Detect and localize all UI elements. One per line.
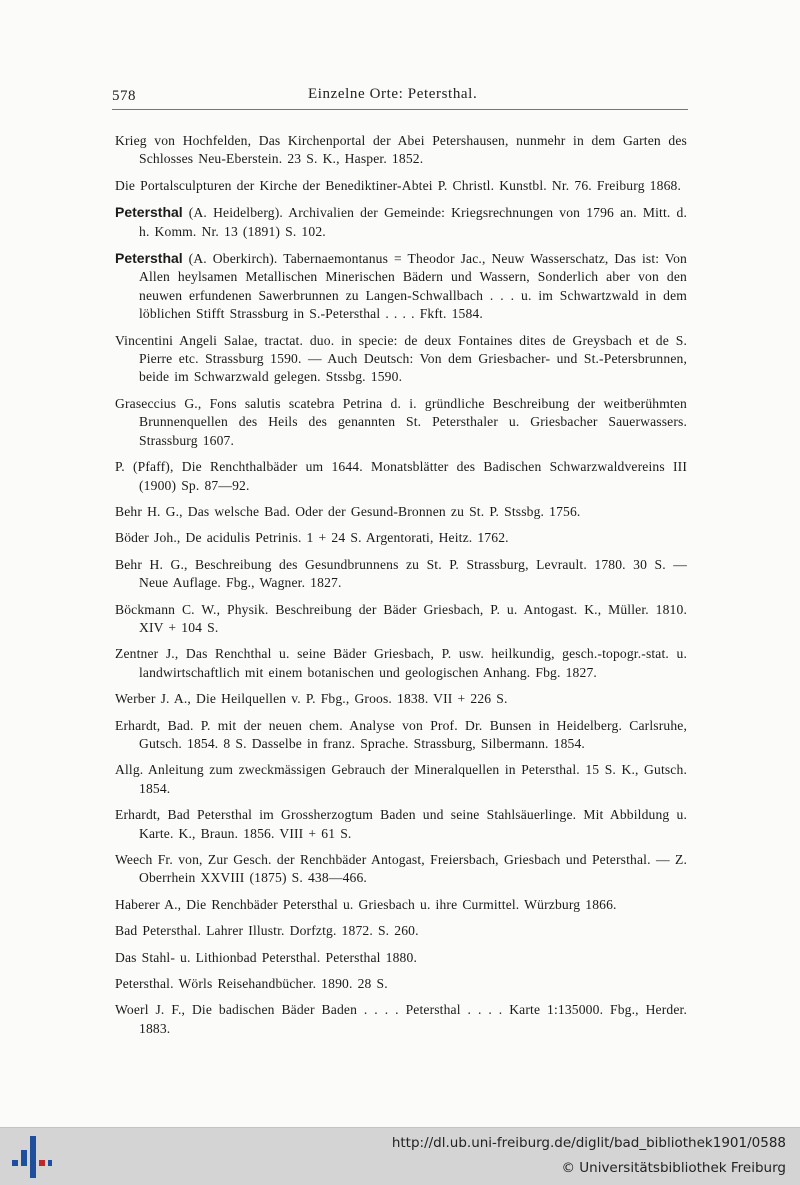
bibliography-entry (115, 806, 687, 843)
entry-text: Erhardt, Bad Petersthal im Grossherzogtum Baden und seine Stahlsäuerlinge. Mit Abbildung u. Karte. K., Braun. 1856. VIII + 61 S. (115, 807, 687, 841)
bibliography-list (115, 132, 687, 1046)
entry-text: Die Portalsculpturen der Kirche der Benediktiner-Abtei P. Christl. Kunstbl. Nr. 76. Freiburg 1868. (115, 177, 682, 193)
entry-text: Bad Petersthal. Lahrer Illustr. Dorfztg. 1872. S. 260. (115, 923, 419, 939)
copyright-notice: © Universitätsbibliothek Freiburg (561, 1160, 786, 1176)
entry-text: (A. Heidelberg). Archivalien der Gemeinde: Kriegsrechnungen von 1796 an. Mitt. d. h. Komm. Nr. 13 (1891) S. 102. (139, 205, 687, 239)
bibliography-entry (115, 249, 687, 324)
bibliography-entry (115, 458, 687, 495)
entry-text: Graseccius G., Fons salutis scatebra Petrina d. i. gründliche Beschreibung der weitberühmten Brunnenquellen des Heils des genannten St. Petersthaler u. Griesbacher Sauerwassers. Strassburg 1607. (115, 395, 687, 448)
entry-place-heading: Petersthal (115, 250, 183, 267)
header-rule (112, 109, 688, 110)
bibliography-entry (115, 177, 687, 195)
entry-text: Weech Fr. von, Zur Gesch. der Renchbäder Antogast, Freiersbach, Griesbach und Petersthal. — Z. Oberrhein XXVIII (1875) S. 438—466. (115, 852, 687, 886)
bibliography-entry (115, 975, 687, 993)
bibliography-entry (115, 601, 687, 638)
bibliography-entry (115, 922, 687, 940)
entry-text: Böder Joh., De acidulis Petrinis. 1 + 24 S. Argentorati, Heitz. 1762. (115, 530, 509, 546)
bibliography-entry (115, 645, 687, 682)
entry-text: Werber J. A., Die Heilquellen v. P. Fbg., Groos. 1838. VII + 226 S. (115, 691, 508, 707)
bibliography-entry (115, 132, 687, 169)
footer-bar (0, 1127, 800, 1185)
ub-freiburg-logo-icon[interactable] (12, 1136, 52, 1178)
bibliography-entry (115, 395, 687, 450)
entry-text: P. (Pfaff), Die Renchthalbäder um 1644. Monatsblätter des Badischen Schwarzwaldvereins III (1900) Sp. 87—92. (115, 459, 687, 493)
page-number: 578 (112, 88, 136, 104)
bibliography-entry (115, 690, 687, 708)
bibliography-entry (115, 896, 687, 914)
bibliography-entry (115, 556, 687, 593)
entry-text: Woerl J. F., Die badischen Bäder Baden . . . . Petersthal . . . . Karte 1:135000. Fbg., Herder. 1883. (115, 1002, 687, 1036)
entry-text: Petersthal. Wörls Reisehandbücher. 1890. 28 S. (115, 976, 388, 992)
entry-text: Behr H. G., Beschreibung des Gesundbrunnens zu St. P. Strassburg, Levrault. 1780. 30 S. — Neue Auflage. Fbg., Wagner. 1827. (115, 556, 687, 591)
bibliography-entry (115, 761, 687, 798)
page-header (112, 86, 688, 108)
bibliography-entry (115, 851, 687, 888)
bibliography-entry (115, 1001, 687, 1038)
entry-text: Zentner J., Das Renchthal u. seine Bäder Griesbach, P. usw. heilkundig, gesch.-topogr.-stat. u. landwirtschaftlich mit einem botanischen und geologischen Anhang. Fbg. 1827. (115, 646, 687, 680)
source-url-link[interactable]: http://dl.ub.uni-freiburg.de/diglit/bad_bibliothek1901/0588 (391, 1135, 786, 1151)
bibliography-entry (115, 203, 687, 241)
entry-text: (A. Oberkirch). Tabernaemontanus = Theodor Jac., Neuw Wasserschatz, Das ist: Von Allen heylsamen Metallischen Minerischen Bädern und Wassern, Sonderlich aber von den neuwen erfundenen Sawerbrunnen zu Langen-Schwallbach . . . u. im Schwartzwald in dem löblichen Stifft Strassburg in S.-Petersthal . . . . Fkft. 1584. (139, 251, 687, 322)
bibliography-entry (115, 332, 687, 387)
entry-text: Krieg von Hochfelden, Das Kirchenportal der Abei Petershausen, nunmehr in dem Garten des Schlosses Neu-Eberstein. 23 S. K., Hasper. 1852. (115, 133, 687, 167)
entry-text: Allg. Anleitung zum zweckmässigen Gebrauch der Mineralquellen in Petersthal. 15 S. K., Gutsch. 1854. (115, 762, 687, 796)
entry-text: Haberer A., Die Renchbäder Petersthal u. Griesbach u. ihre Curmittel. Würzburg 1866. (115, 896, 617, 912)
entry-text: Böckmann C. W., Physik. Beschreibung der Bäder Griesbach, P. u. Antogast. K., Müller. 1810. XIV + 104 S. (115, 601, 687, 635)
entry-text: Das Stahl- u. Lithionbad Petersthal. Petersthal 1880. (115, 949, 417, 965)
running-title: Einzelne Orte: Petersthal. (308, 86, 478, 102)
entry-text: Erhardt, Bad. P. mit der neuen chem. Analyse von Prof. Dr. Bunsen in Heidelberg. Carlsruhe, Gutsch. 1854. 8 S. Dasselbe in franz. Sprache. Strassburg, Silbermann. 1854. (115, 717, 687, 751)
entry-place-heading: Petersthal (115, 204, 183, 221)
bibliography-entry (115, 717, 687, 754)
bibliography-entry (115, 949, 687, 967)
entry-text: Behr H. G., Das welsche Bad. Oder der Gesund-Bronnen zu St. P. Stssbg. 1756. (115, 503, 581, 519)
entry-text: Vincentini Angeli Salae, tractat. duo. in specie: de deux Fontaines dites de Greysbach et de S. Pierre etc. Strassburg 1590. — Auch Deutsch: Von dem Griesbacher- und St.-Petersbrunnen, beide im Schwarzwald gelegen. Stssbg. 1590. (115, 332, 687, 385)
bibliography-entry (115, 503, 687, 521)
bibliography-entry (115, 529, 687, 547)
